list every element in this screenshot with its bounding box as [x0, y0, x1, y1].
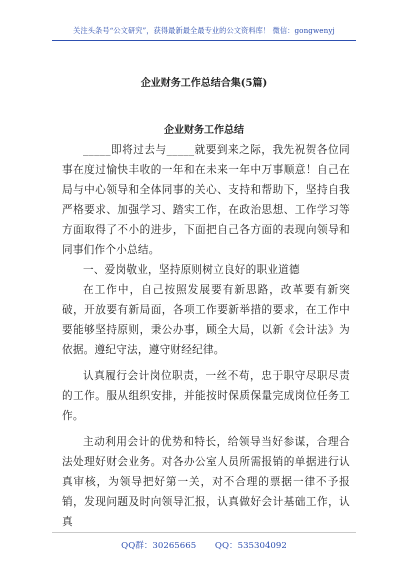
footer-qq: QQ：535304092	[214, 541, 287, 551]
footer-qq-group: QQ群：30265665	[121, 541, 197, 551]
paragraph-advisory: 主动利用会计的优势和特长，给领导当好参谋，合理合法处理好财会业务。对各办公室人员所需报销的单据进行认真审核，为领导把好第一关，对不合理的票据一律不予报销，发现问题及时向领导汇报，认真做好会计基础工作，认真	[62, 436, 350, 528]
document-body	[62, 140, 350, 532]
page-header	[52, 18, 356, 41]
document-title: 企业财务工作总结合集(5篇)	[140, 78, 268, 89]
section-title: 企业财务工作总结	[164, 125, 244, 136]
page-footer	[52, 532, 356, 553]
paragraph-intro: _____即将过去与_____就要到来之际，我先祝贺各位同事在度过愉快丰收的一年和在未来一年中万事顺意！自己在局与中心领导和全体同事的关心、支持和帮助下，坚持自我严格要求、加强学习、踏实工作，在政治思想、工作学习等方面取得了不小的进步，下面把自己各方面的表现向领导和同事们作个小总结。	[62, 144, 350, 256]
paragraph-duties: 认真履行会计岗位职责，一丝不苟，忠于职守尽职尽责的工作。服从组织安排，并能按时保质保量完成岗位任务工作。	[62, 370, 350, 422]
paragraph-heading-1: 一、爱岗敬业，坚持原则树立良好的职业道德	[83, 264, 300, 276]
header-banner: 关注头条号“公文研究”，获得最新最全最专业的公文资料库！ 微信：gongwenyj	[73, 26, 335, 35]
paragraph-principles: 在工作中，自己按照发展要有新思路，改革要有新突破，开放要有新局面，各项工作要新举措的要求，在工作中要能够坚持原则，秉公办事，顾全大局，以新《会计法》为依据。遵纪守法，遵守财经纪律。	[62, 284, 350, 356]
